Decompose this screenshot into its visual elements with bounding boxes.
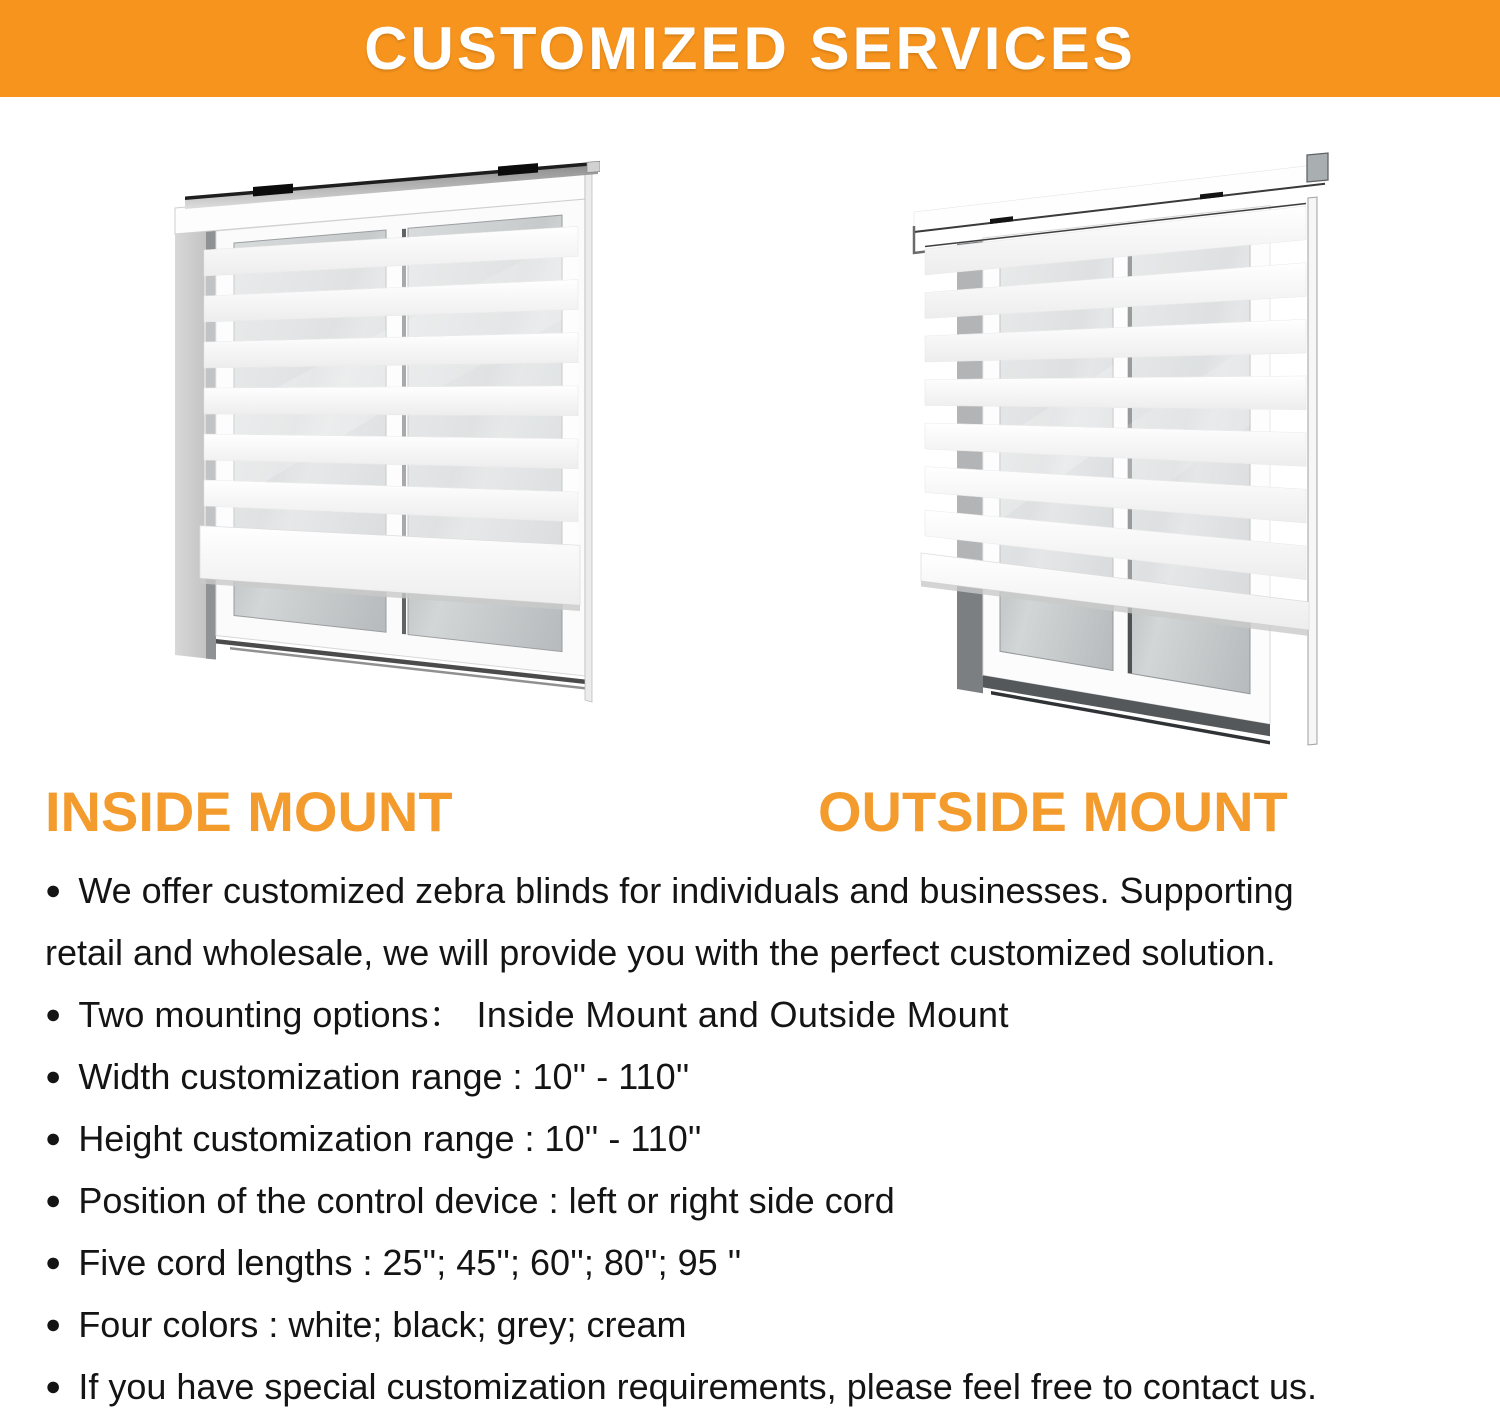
bullet-icon: ● [45,1371,62,1402]
inside-mount-illustration [150,150,600,750]
bullet-icon: ● [45,875,62,906]
side-rail [1308,197,1317,745]
zebra-blind-outside-mount-drawing [905,140,1350,770]
bullet-icon: ● [45,1247,62,1278]
bullet-text: Width customization range : 10'' - 110'' [78,1056,690,1098]
bullet-text: Four colors : white; black; grey; cream [78,1304,687,1346]
bullet-line [45,1046,1493,1108]
page-title: CUSTOMIZED SERVICES [364,15,1136,82]
bullet-icon: ● [45,1123,62,1154]
bullet-line [45,860,1493,922]
bullet-text: retail and wholesale, we will provide you with the perfect customized solution. [45,932,1276,974]
zebra-blind-inside-mount-drawing [150,150,600,750]
bullet-line [45,1232,1493,1294]
outside-mount-illustration [905,140,1350,770]
bullet-icon: ● [45,1061,62,1092]
bullet-text: We offer customized zebra blinds for individuals and businesses. Supporting [78,870,1294,912]
feature-list [45,860,1493,1418]
bullet-line [45,1356,1493,1418]
bullet-icon: ● [45,999,62,1030]
bullet-text: Position of the control device : left or right side cord [78,1180,895,1222]
inside-mount-label: INSIDE MOUNT [45,780,453,843]
zebra-blind-panel [200,226,580,611]
zebra-blind-panel [921,204,1309,637]
bullet-line [45,984,1493,1046]
bullet-text: Five cord lengths : 25''; 45''; 60''; 80''; 95 '' [78,1242,742,1284]
bullet-line [45,1294,1493,1356]
end-cap [1307,153,1328,182]
bullet-icon: ● [45,1309,62,1340]
outside-mount-label: OUTSIDE MOUNT [818,780,1288,843]
bullet-text: If you have special customization requirements, please feel free to contact us. [78,1366,1317,1408]
bullet-line [45,922,1493,984]
bullet-icon: ● [45,1185,62,1216]
bullet-text-emphasis: Inside Mount and Outside Mount [476,994,1009,1036]
bullet-text: Height customization range : 10'' - 110'' [78,1118,702,1160]
header-banner [0,0,1500,97]
bullet-line [45,1108,1493,1170]
bullet-text: Two mounting options： [78,994,465,1036]
bullet-line [45,1170,1493,1232]
